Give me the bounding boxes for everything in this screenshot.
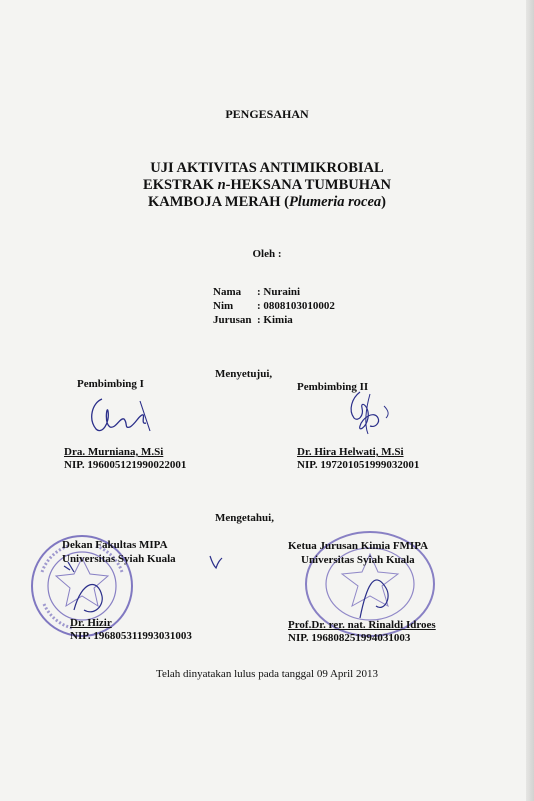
title-line-3: KAMBOJA MERAH (Plumeria rocea) <box>147 194 387 210</box>
dekan-role-line1: Dekan Fakultas MIPA <box>62 539 168 551</box>
mengetahui-label: Mengetahui, <box>215 512 274 524</box>
pembimbing1-name: Dra. Murniana, M.Si <box>64 446 164 458</box>
author-name-row: Nama : Nuraini <box>213 286 301 298</box>
oleh-label: Oleh : <box>252 248 282 260</box>
page-heading: PENGESAHAN <box>225 107 309 121</box>
thesis-title <box>0 160 534 211</box>
pembimbing1-role: Pembimbing I <box>77 378 144 390</box>
signature-pembimbing2 <box>330 388 400 438</box>
ketua-role-line1: Ketua Jurusan Kimia FMIPA <box>288 540 429 552</box>
author-jurusan-row: Jurusan : Kimia <box>213 314 293 326</box>
dekan-name: Dr. Hizir <box>70 617 112 629</box>
pembimbing2-nip: NIP. 197201051999032001 <box>297 459 420 471</box>
dekan-nip: NIP. 196805311993031003 <box>70 630 192 642</box>
pembimbing1-nip: NIP. 196005121990022001 <box>64 459 187 471</box>
signature-pembimbing1 <box>80 393 160 438</box>
graduation-note: Telah dinyatakan lulus pada tanggal 09 April 2013 <box>156 668 378 680</box>
title-line-2: EKSTRAK n-HEKSANA TUMBUHAN <box>143 177 391 193</box>
ketua-name: Prof.Dr. rer. nat. Rinaldi Idroes <box>288 619 436 631</box>
ketua-nip: NIP. 196808251994031003 <box>288 632 411 644</box>
pembimbing2-name: Dr. Hira Helwati, M.Si <box>297 446 404 458</box>
author-nim-row: Nim : 0808103010002 <box>213 300 335 312</box>
ketua-role-line2: Universitas Syiah Kuala <box>301 554 415 566</box>
dekan-role-line2: Universitas Syiah Kuala <box>62 553 176 565</box>
pembimbing2-role: Pembimbing II <box>297 381 369 393</box>
title-line-1: UJI AKTIVITAS ANTIMIKROBIAL <box>150 160 384 176</box>
menyetujui-label: Menyetujui, <box>215 368 273 380</box>
